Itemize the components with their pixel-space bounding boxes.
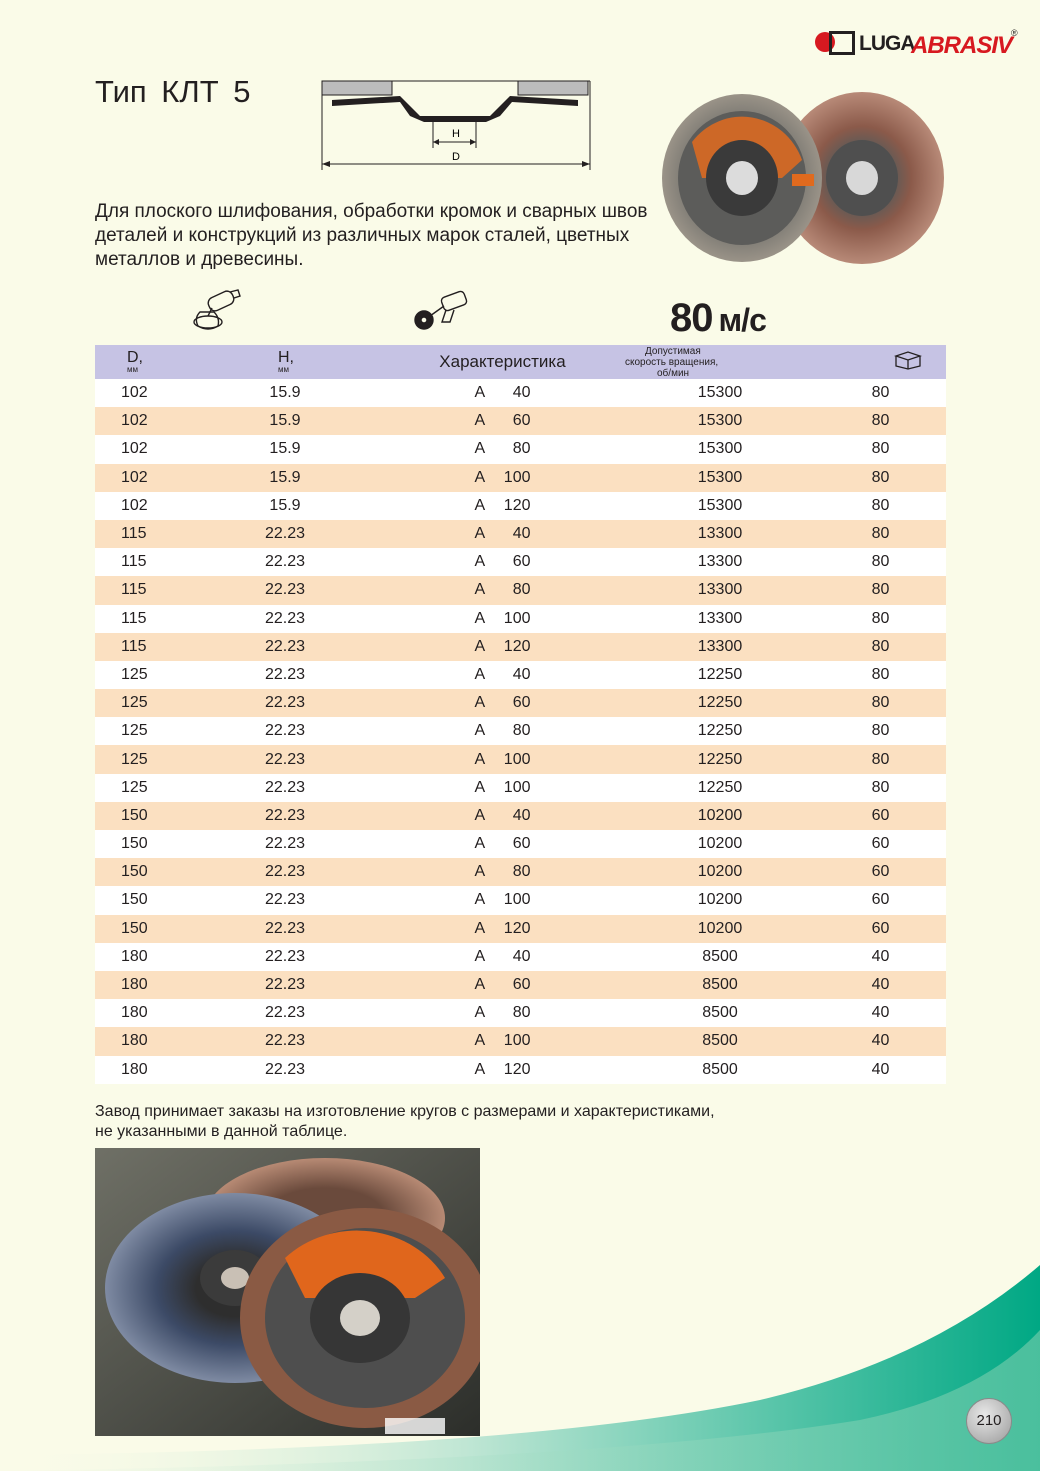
cell-characteristic	[380, 379, 625, 407]
cell-characteristic	[380, 548, 625, 576]
cell-h: 22.23	[190, 605, 380, 633]
cell-characteristic	[380, 689, 625, 717]
cell-abrasive: A	[474, 609, 486, 627]
header-h-unit: мм	[278, 364, 289, 374]
cell-d: 150	[95, 802, 190, 830]
cell-rpm: 13300	[625, 548, 815, 576]
table-row	[95, 605, 946, 633]
cell-qty: 40	[815, 943, 946, 971]
header-speed	[625, 345, 815, 379]
cell-d: 180	[95, 971, 190, 999]
cell-d: 115	[95, 633, 190, 661]
cell-qty: 80	[815, 745, 946, 773]
cell-abrasive: A	[474, 976, 486, 994]
cell-qty: 60	[815, 858, 946, 886]
cell-abrasive: A	[474, 835, 486, 853]
cell-rpm: 15300	[625, 464, 815, 492]
header-speed-line3: об/мин	[657, 367, 690, 379]
product-description: Для плоского шлифования, обработки кромок и сварных швов деталей и конструкций из различных марок сталей, цветных металлов и древесины.	[95, 201, 648, 270]
cell-abrasive: A	[474, 891, 486, 909]
footnote	[95, 1102, 815, 1142]
table-row	[95, 802, 946, 830]
cell-h: 22.23	[190, 886, 380, 914]
cell-h: 22.23	[190, 830, 380, 858]
cell-d: 150	[95, 858, 190, 886]
page-title: Тип КЛТ 5	[95, 74, 251, 109]
cell-abrasive: A	[474, 778, 486, 796]
cell-h: 22.23	[190, 802, 380, 830]
cell-grit: 60	[512, 694, 531, 712]
cell-characteristic	[380, 999, 625, 1027]
cell-grit: 80	[512, 863, 531, 881]
header-d	[95, 345, 190, 379]
cell-h: 22.23	[190, 661, 380, 689]
cell-characteristic	[380, 605, 625, 633]
table-row	[95, 971, 946, 999]
cell-abrasive: A	[474, 496, 486, 514]
cell-rpm: 15300	[625, 379, 815, 407]
cell-grit: 40	[512, 384, 531, 402]
table-row	[95, 774, 946, 802]
cell-grit: 100	[503, 778, 531, 796]
table-row	[95, 830, 946, 858]
cell-h: 22.23	[190, 745, 380, 773]
cell-qty: 80	[815, 576, 946, 604]
cell-h: 22.23	[190, 548, 380, 576]
cell-characteristic	[380, 1056, 625, 1084]
cell-qty: 60	[815, 886, 946, 914]
cell-h: 22.23	[190, 915, 380, 943]
drill-icon	[412, 288, 472, 334]
cell-h: 15.9	[190, 407, 380, 435]
disc-profile-diagram	[318, 78, 594, 172]
cell-grit: 80	[512, 1004, 531, 1022]
header-packaging	[815, 345, 946, 379]
bottom-photo-drawing	[95, 1148, 480, 1436]
cell-qty: 80	[815, 520, 946, 548]
cell-qty: 80	[815, 464, 946, 492]
cell-qty: 80	[815, 661, 946, 689]
cell-grit: 120	[503, 1060, 531, 1078]
cell-h: 15.9	[190, 492, 380, 520]
cell-abrasive: A	[474, 384, 486, 402]
header-characteristic-label: Характеристика	[439, 352, 566, 371]
cell-h: 22.23	[190, 689, 380, 717]
cell-characteristic	[380, 774, 625, 802]
cell-d: 115	[95, 548, 190, 576]
cell-d: 102	[95, 379, 190, 407]
cell-d: 150	[95, 915, 190, 943]
cell-qty: 60	[815, 915, 946, 943]
cell-h: 22.23	[190, 520, 380, 548]
table-row	[95, 435, 946, 463]
cell-abrasive: A	[474, 468, 486, 486]
cell-abrasive: A	[474, 750, 486, 768]
cell-h: 22.23	[190, 943, 380, 971]
cell-d: 150	[95, 886, 190, 914]
cell-qty: 80	[815, 435, 946, 463]
cell-qty: 80	[815, 548, 946, 576]
cell-d: 115	[95, 576, 190, 604]
table-row	[95, 745, 946, 773]
cell-abrasive: A	[474, 525, 486, 543]
cell-abrasive: A	[474, 412, 486, 430]
cell-d: 102	[95, 435, 190, 463]
cell-characteristic	[380, 886, 625, 914]
cell-characteristic	[380, 943, 625, 971]
cell-rpm: 13300	[625, 520, 815, 548]
spec-table	[95, 345, 946, 1084]
cell-characteristic	[380, 435, 625, 463]
cell-rpm: 10200	[625, 802, 815, 830]
cell-h: 22.23	[190, 633, 380, 661]
cell-h: 15.9	[190, 464, 380, 492]
header-h	[190, 345, 380, 379]
cell-qty: 80	[815, 774, 946, 802]
table-row	[95, 576, 946, 604]
table-row	[95, 548, 946, 576]
cell-qty: 80	[815, 689, 946, 717]
diagram-label-d: D	[452, 151, 460, 163]
cell-d: 102	[95, 464, 190, 492]
cell-rpm: 8500	[625, 943, 815, 971]
cell-d: 180	[95, 1056, 190, 1084]
header-d-label: D,	[127, 348, 143, 366]
cell-characteristic	[380, 661, 625, 689]
cell-characteristic	[380, 407, 625, 435]
cell-characteristic	[380, 830, 625, 858]
cell-grit: 40	[512, 806, 531, 824]
cell-characteristic	[380, 717, 625, 745]
cell-h: 22.23	[190, 774, 380, 802]
cell-h: 22.23	[190, 858, 380, 886]
diagram-label-h: H	[452, 128, 460, 140]
cell-grit: 100	[503, 609, 531, 627]
cell-grit: 100	[503, 468, 531, 486]
cell-d: 125	[95, 717, 190, 745]
cell-qty: 80	[815, 492, 946, 520]
cell-grit: 80	[512, 722, 531, 740]
cell-d: 125	[95, 774, 190, 802]
header-speed-line2: скорость вращения,	[625, 356, 719, 368]
cell-d: 125	[95, 661, 190, 689]
cell-d: 125	[95, 745, 190, 773]
table-row	[95, 999, 946, 1027]
logo-text-abrasiv: ABRASIV	[911, 32, 1013, 59]
cell-grit: 120	[503, 637, 531, 655]
cell-abrasive: A	[474, 722, 486, 740]
table-row	[95, 379, 946, 407]
cell-characteristic	[380, 858, 625, 886]
cell-characteristic	[380, 971, 625, 999]
cell-characteristic	[380, 745, 625, 773]
cell-qty: 40	[815, 1056, 946, 1084]
cell-abrasive: A	[474, 553, 486, 571]
cell-d: 125	[95, 689, 190, 717]
cell-qty: 40	[815, 971, 946, 999]
cell-grit: 40	[512, 665, 531, 683]
header-characteristic	[380, 345, 625, 379]
cell-abrasive: A	[474, 947, 486, 965]
speed-unit: м/с	[718, 302, 766, 338]
cell-d: 180	[95, 1027, 190, 1055]
cell-d: 180	[95, 999, 190, 1027]
cell-abrasive: A	[474, 919, 486, 937]
table-header-row	[95, 345, 946, 379]
cell-characteristic	[380, 915, 625, 943]
cell-rpm: 10200	[625, 830, 815, 858]
table-row	[95, 689, 946, 717]
cell-rpm: 13300	[625, 605, 815, 633]
cell-rpm: 8500	[625, 999, 815, 1027]
cell-abrasive: A	[474, 806, 486, 824]
cell-rpm: 10200	[625, 858, 815, 886]
cell-d: 115	[95, 520, 190, 548]
cell-qty: 40	[815, 1027, 946, 1055]
cell-rpm: 15300	[625, 407, 815, 435]
cell-characteristic	[380, 576, 625, 604]
cell-rpm: 12250	[625, 661, 815, 689]
cell-h: 22.23	[190, 717, 380, 745]
cell-qty: 40	[815, 999, 946, 1027]
max-speed-label	[670, 296, 766, 341]
cell-h: 22.23	[190, 1027, 380, 1055]
footnote-line1: Завод принимает заказы на изготовление кругов с размерами и характеристиками,	[95, 1103, 715, 1120]
cell-rpm: 12250	[625, 717, 815, 745]
cell-qty: 80	[815, 717, 946, 745]
cell-characteristic	[380, 633, 625, 661]
header-h-label: H,	[278, 348, 294, 366]
cell-rpm: 15300	[625, 435, 815, 463]
cell-abrasive: A	[474, 440, 486, 458]
cell-d: 102	[95, 492, 190, 520]
cell-characteristic	[380, 802, 625, 830]
table-row	[95, 520, 946, 548]
table-row	[95, 492, 946, 520]
cell-rpm: 12250	[625, 745, 815, 773]
cell-grit: 80	[512, 440, 531, 458]
cell-characteristic	[380, 1027, 625, 1055]
cell-abrasive: A	[474, 637, 486, 655]
cell-h: 15.9	[190, 435, 380, 463]
cell-grit: 100	[503, 1032, 531, 1050]
cell-h: 22.23	[190, 576, 380, 604]
cell-h: 22.23	[190, 999, 380, 1027]
cell-qty: 80	[815, 605, 946, 633]
cell-rpm: 13300	[625, 633, 815, 661]
cell-qty: 60	[815, 830, 946, 858]
cell-grit: 60	[512, 835, 531, 853]
cell-grit: 120	[503, 496, 531, 514]
cell-qty: 80	[815, 633, 946, 661]
table-body	[95, 379, 946, 1084]
table-row	[95, 464, 946, 492]
table-row	[95, 943, 946, 971]
cell-grit: 40	[512, 947, 531, 965]
cell-rpm: 8500	[625, 1056, 815, 1084]
logo-mark-icon	[829, 31, 855, 55]
cell-abrasive: A	[474, 581, 486, 599]
cell-grit: 100	[503, 891, 531, 909]
cell-rpm: 10200	[625, 915, 815, 943]
cell-grit: 40	[512, 525, 531, 543]
cell-abrasive: A	[474, 1032, 486, 1050]
table-row	[95, 1056, 946, 1084]
cell-h: 15.9	[190, 379, 380, 407]
cell-rpm: 12250	[625, 689, 815, 717]
cell-grit: 60	[512, 412, 531, 430]
table-row	[95, 886, 946, 914]
brand-logo	[815, 28, 1020, 60]
table-row	[95, 858, 946, 886]
cell-h: 22.23	[190, 971, 380, 999]
cell-rpm: 13300	[625, 576, 815, 604]
page-number: 210	[966, 1398, 1012, 1444]
table-row	[95, 1027, 946, 1055]
logo-text-luga: LUGA	[859, 32, 915, 55]
cell-characteristic	[380, 492, 625, 520]
cell-d: 150	[95, 830, 190, 858]
cell-rpm: 8500	[625, 971, 815, 999]
cell-grit: 100	[503, 750, 531, 768]
box-icon	[894, 350, 922, 370]
cell-qty: 80	[815, 379, 946, 407]
cell-d: 115	[95, 605, 190, 633]
cell-grit: 80	[512, 581, 531, 599]
angle-grinder-icon	[190, 288, 242, 334]
cell-rpm: 15300	[625, 492, 815, 520]
cell-abrasive: A	[474, 863, 486, 881]
cell-d: 180	[95, 943, 190, 971]
logo-registered-mark: ®	[1011, 28, 1018, 38]
cell-rpm: 8500	[625, 1027, 815, 1055]
product-photo-bottom	[95, 1148, 480, 1436]
header-speed-line1: Допустимая	[645, 345, 701, 357]
table-row	[95, 915, 946, 943]
cell-h: 22.23	[190, 1056, 380, 1084]
cell-abrasive: A	[474, 694, 486, 712]
cell-qty: 80	[815, 407, 946, 435]
cell-abrasive: A	[474, 665, 486, 683]
table-row	[95, 661, 946, 689]
table-row	[95, 717, 946, 745]
cell-qty: 60	[815, 802, 946, 830]
cell-grit: 60	[512, 976, 531, 994]
cell-rpm: 12250	[625, 774, 815, 802]
product-photo-discs	[662, 90, 947, 265]
table-row	[95, 407, 946, 435]
cell-characteristic	[380, 520, 625, 548]
header-d-unit: мм	[127, 364, 138, 374]
cell-abrasive: A	[474, 1004, 486, 1022]
table-row	[95, 633, 946, 661]
cell-grit: 60	[512, 553, 531, 571]
cell-d: 102	[95, 407, 190, 435]
cell-rpm: 10200	[625, 886, 815, 914]
cell-characteristic	[380, 464, 625, 492]
cell-grit: 120	[503, 919, 531, 937]
speed-value: 80	[670, 296, 713, 340]
footnote-line2: не указанными в данной таблице.	[95, 1123, 348, 1140]
cell-abrasive: A	[474, 1060, 486, 1078]
